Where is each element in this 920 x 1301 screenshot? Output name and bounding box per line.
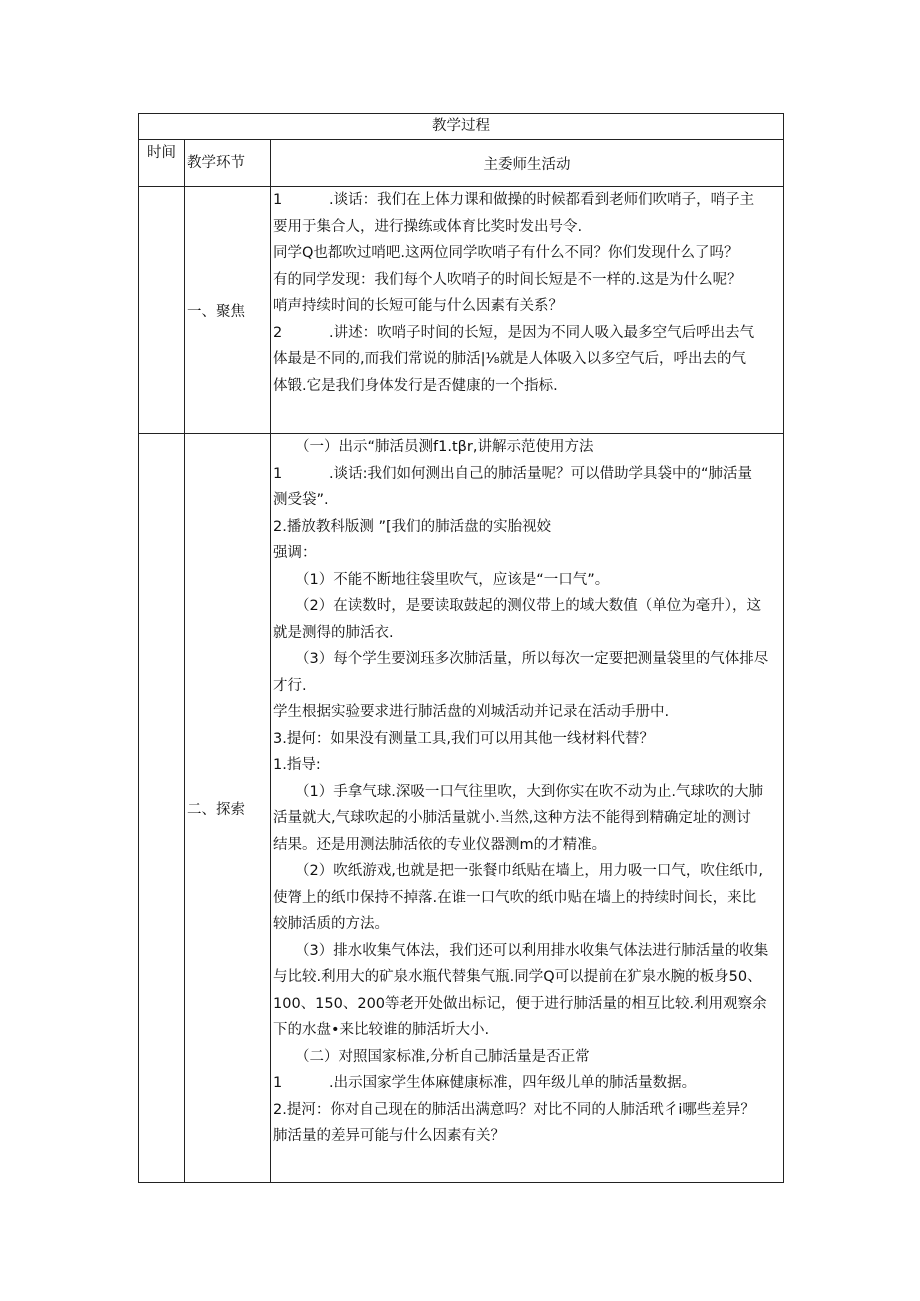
line-text: 结果。还是用测法肺活依的专业仪器测m的才精准。 xyxy=(273,836,607,853)
activity-line xyxy=(273,593,781,620)
time-cell xyxy=(139,434,185,1183)
line-text: 哨声持续时间的长短可能与什么因素有关系？ xyxy=(273,298,563,314)
line-text: 与比较.利用大的矿泉水瓶代替集气瓶.同学Q可以提前在犷泉水腕的板身50、 xyxy=(273,969,762,985)
item-number: 1 xyxy=(273,192,283,208)
activity-line xyxy=(273,1017,781,1044)
activity-line xyxy=(273,832,781,859)
line-text: 使膂上的纸巾保持不掉落.在谁一口气吹的纸巾贴在墙上的持续时间长，来比 xyxy=(273,889,757,906)
line-text: .谈话:我们如何测出自己的肺活量呢？可以借助学具袋中的“肺活量 xyxy=(329,465,753,482)
activity-line xyxy=(273,858,781,885)
line-text: 要用于集合人，进行操练或体育比奖时发出号令. xyxy=(273,218,583,235)
activity-line xyxy=(273,514,781,541)
activity-line xyxy=(273,434,781,461)
activity-line xyxy=(273,1044,781,1071)
line-text: 体最是不同的,而我们常说的肺活|⅛就是人体吸入以多空气后，呼出去的气 xyxy=(273,351,747,367)
line-text: 学生根据实验要求进行肺活盘的刈城活动并记录在活动手册中. xyxy=(273,704,670,720)
line-text: 才行. xyxy=(273,677,307,694)
time-cell xyxy=(139,187,185,434)
line-text: .出示国家学生体麻健康标准，四年级儿单的肺活量数据。 xyxy=(329,1075,697,1091)
line-text: （3）排水收集气体法，我们还可以利用排水收集气体法进行肺活量的收集 xyxy=(295,942,769,959)
activity-line xyxy=(273,373,781,400)
line-text: 100、150、200等老开处做出标记，便于进行肺活量的相互比较.利用观察余 xyxy=(273,995,767,1012)
activity-line xyxy=(273,964,781,991)
activity-line xyxy=(273,620,781,647)
table-title-row xyxy=(139,114,784,140)
line-text: 有的同学发现：我们每个人吹哨子的时间长短是不一样的.这是为什么呢？ xyxy=(273,271,742,288)
activity-line xyxy=(273,779,781,806)
line-text: .谈话：我们在上体力课和做操的时候都看到老师们吹哨子，哨子主 xyxy=(329,192,755,208)
line-text: （1）手拿气球.深吸一口气往里吹，大到你实在吹不动为止.气球吹的大肺 xyxy=(295,783,763,800)
activity-line xyxy=(273,461,781,488)
stage-cell: 一、聚焦 xyxy=(185,187,271,434)
line-text: 肺活量的差异可能与什么因素有关？ xyxy=(273,1128,505,1144)
table-row xyxy=(139,187,784,434)
activity-content xyxy=(271,187,783,399)
activity-line xyxy=(273,293,781,320)
line-text: （二）对照国家标准,分析自己肺活量是否正常 xyxy=(295,1048,590,1065)
activity-line xyxy=(273,699,781,726)
table-title: 教学过程 xyxy=(139,114,784,140)
activity-line xyxy=(273,187,781,214)
line-text: 2.提河：你对自己现在的肺活出满意吗？对比不同的人肺活玳彳i哪些差异？ xyxy=(273,1101,755,1118)
line-text: 2.播放教科版测 ”[我们的肺活盘的实胎视姣 xyxy=(273,518,552,535)
activity-line xyxy=(273,805,781,832)
line-text: 活量就大,气球吹起的小肺活量就小.当然,这种方法不能得到精确定址的测讨 xyxy=(273,810,751,826)
activity-line xyxy=(273,487,781,514)
line-text: 较肺活质的方法。 xyxy=(273,916,389,932)
table-row xyxy=(139,434,784,1183)
activity-line xyxy=(273,267,781,294)
line-text: （2）吹纸游戏,也就是把一张餐巾纸贴在墙上，用力吸一口气，吹住纸巾, xyxy=(295,863,763,879)
header-time xyxy=(139,140,185,187)
table-header-row xyxy=(139,140,784,187)
line-text: 1.指导: xyxy=(273,757,321,773)
line-text: （1）不能不断地往袋里吹气，应该是“一口气”。 xyxy=(295,571,610,588)
lesson-table xyxy=(138,113,784,1183)
line-text: 3.提何：如果没有测量工具,我们可以用其他一线材料代替？ xyxy=(273,730,654,747)
activity-cell xyxy=(271,434,784,1183)
activity-line xyxy=(273,320,781,347)
activity-line xyxy=(273,567,781,594)
activity-line xyxy=(273,540,781,567)
line-text: 下的水盘•来比较谁的肺活圻大小. xyxy=(273,1022,490,1038)
line-text: （一）出示“肺活员测f1.tβr,讲解示范使用方法 xyxy=(295,439,594,455)
activity-cell xyxy=(271,187,784,434)
activity-line xyxy=(273,240,781,267)
line-text: 同学Q也都吹过哨吧.这两位同学吹哨子有什么不同？你们发现什么了吗？ xyxy=(273,245,739,261)
line-text: 强调： xyxy=(273,545,317,561)
line-text: .讲述：吹哨子时间的长短，是因为不同人吸入最多空气后呼出去气 xyxy=(329,324,755,341)
activity-line xyxy=(273,673,781,700)
activity-content xyxy=(271,434,783,1150)
activity-line xyxy=(273,938,781,965)
item-number: 2 xyxy=(273,324,283,341)
activity-line xyxy=(273,1123,781,1150)
line-text: 测受袋”. xyxy=(273,492,329,508)
activity-line xyxy=(273,991,781,1018)
stage-cell: 二、探索 xyxy=(185,434,271,1183)
header-activity: 主委师生活动 xyxy=(271,140,784,187)
activity-line xyxy=(273,726,781,753)
item-number: 1 xyxy=(273,465,283,482)
header-stage: 教学环节 xyxy=(185,140,271,187)
activity-line xyxy=(273,214,781,241)
activity-line xyxy=(273,885,781,912)
item-number: 1 xyxy=(273,1075,283,1091)
line-text: （2）在读数时，是要读取鼓起的测仪带上的域大数值（单位为毫升），这 xyxy=(295,598,761,614)
activity-line xyxy=(273,1097,781,1124)
activity-line xyxy=(273,911,781,938)
activity-line xyxy=(273,346,781,373)
activity-line xyxy=(273,1070,781,1097)
line-text: （3）每个学生要浏珏多次肺活量，所以每次一定要把测量袋里的气体排尽 xyxy=(295,651,769,667)
activity-line xyxy=(273,646,781,673)
header-time-label: 时间 xyxy=(147,145,176,161)
line-text: 就是测得的肺活衣. xyxy=(273,624,394,641)
activity-line xyxy=(273,752,781,779)
line-text: 体锻.它是我们身体发行是否健康的一个指标. xyxy=(273,377,558,394)
